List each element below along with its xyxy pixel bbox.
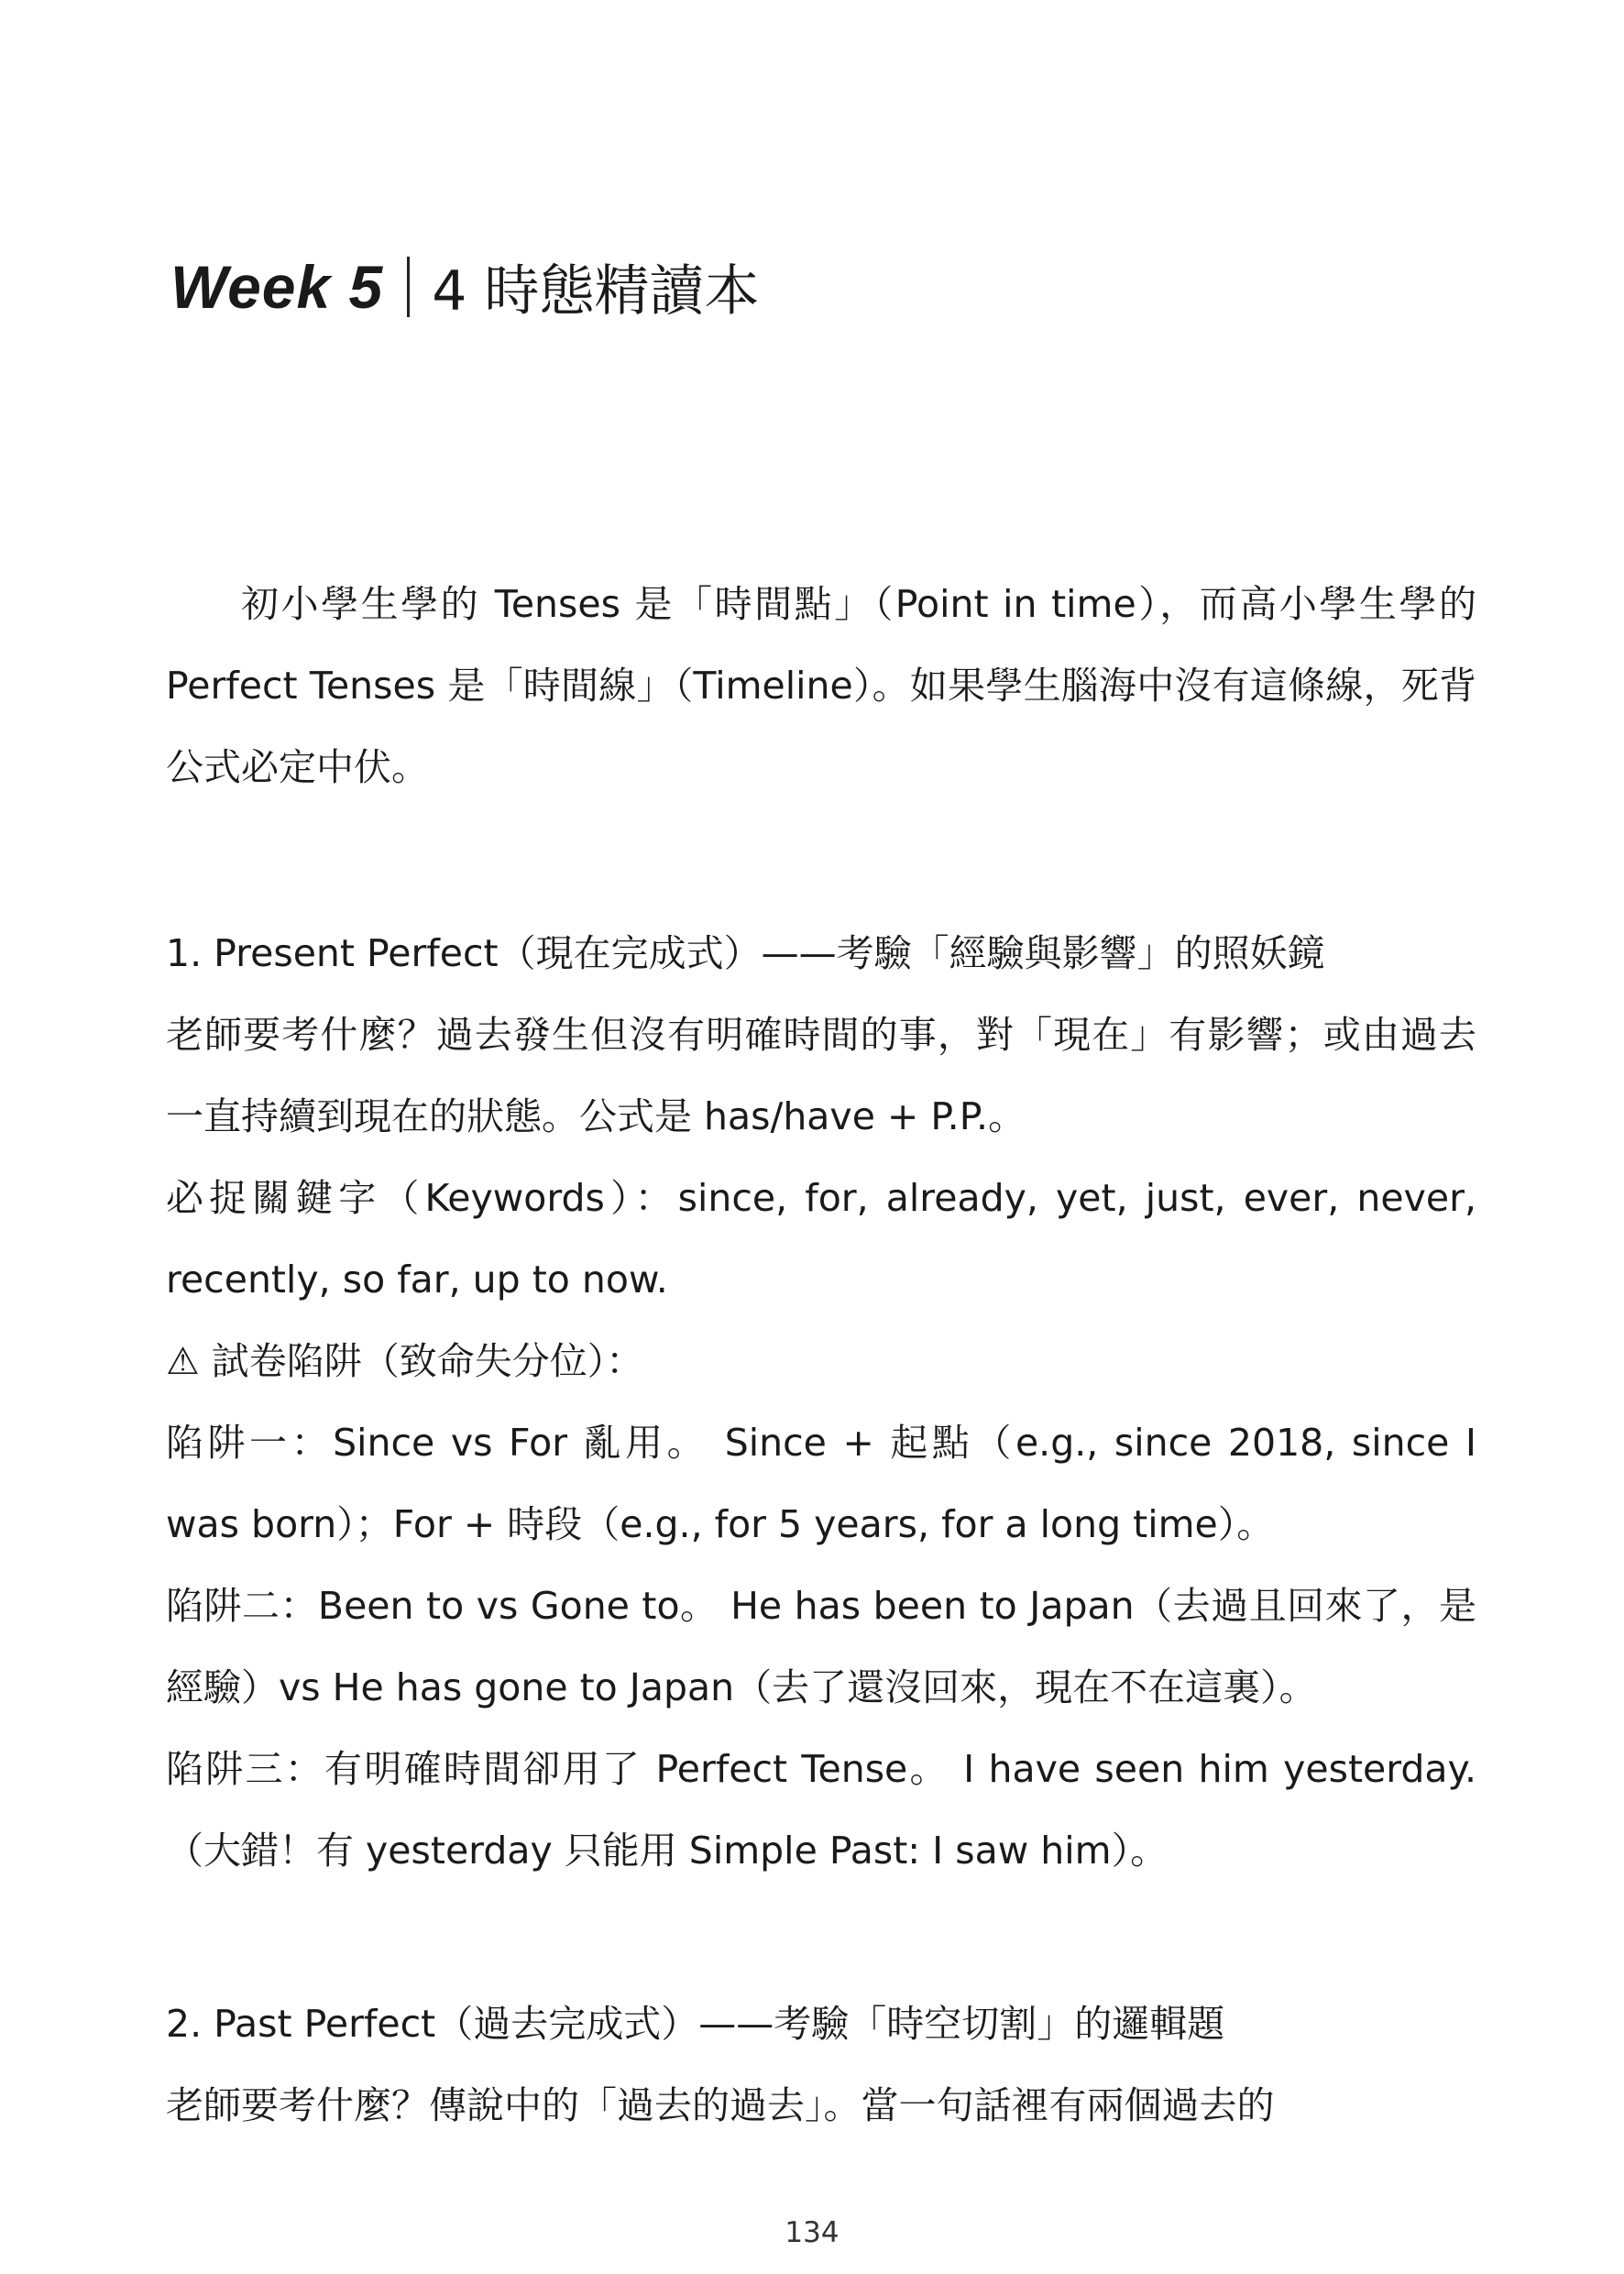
trap-one: 陷阱一：Since vs For 亂用。 Since + 起點（e.g., since 2018, since I was born）；For + 時段（e.g., for 5 years, for a long time）。 (166, 1421, 1476, 1546)
trap-two: 陷阱二：Been to vs Gone to。 He has been to Japan（去過且回來了，是經驗）vs He has gone to Japan（去了還沒回來，現在不在這裏）。 (166, 1584, 1476, 1709)
header-divider (407, 257, 410, 317)
trap-heading: ⚠ 試卷陷阱（致命失分位）： (166, 1339, 644, 1383)
section-gap (166, 808, 1476, 913)
page-body (166, 564, 1476, 2147)
section-gap (166, 1892, 1476, 1983)
page-header (170, 236, 760, 337)
what-test-paragraph: 老師要考什麼？過去發生但沒有明確時間的事，對「現在」有影響；或由過去一直持續到現在的狀態。公式是 has/have + P.P.。 (166, 1013, 1476, 1138)
section-heading: 2. Past Perfect（過去完成式）——考驗「時空切割」的邏輯題 (166, 2002, 1225, 2046)
intro-paragraph: 初小學生學的 Tenses 是「時間點」（Point in time），而高小學生學的 Perfect Tenses 是「時間線」（Timeline）。如果學生腦海中沒有這條線，死背公式必定中伏。 (166, 582, 1476, 789)
keywords-paragraph: 必捉關鍵字（Keywords）：since, for, already, yet, just, ever, never, recently, so far, up to now. (166, 1176, 1476, 1302)
page-number: 134 (785, 2216, 839, 2249)
section-past-perfect (166, 1983, 1476, 2147)
section-heading: 1. Present Perfect（現在完成式）——考驗「經驗與影響」的照妖鏡 (166, 931, 1325, 975)
section-present-perfect (166, 913, 1476, 1892)
what-test-paragraph: 老師要考什麼？傳說中的「過去的過去」。當一句話裡有兩個過去的 (166, 2083, 1275, 2127)
trap-three: 陷阱三：有明確時間卻用了 Perfect Tense。 I have seen him yesterday.（大錯！有 yesterday 只能用 Simple Past: I saw him）。 (166, 1747, 1476, 1873)
week-label: Week 5 (170, 253, 384, 321)
chapter-title: 4 時態精讀本 (432, 259, 760, 324)
